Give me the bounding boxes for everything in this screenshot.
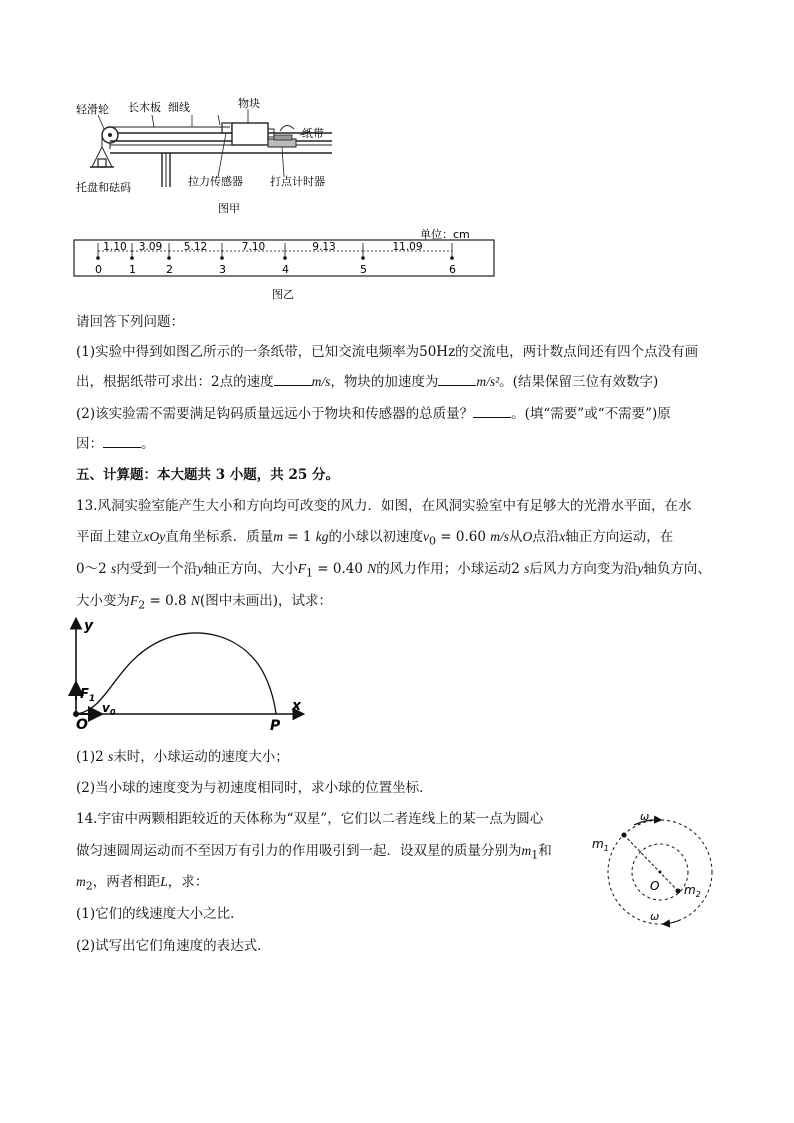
label-tray: 托盘和砝码 <box>76 181 131 194</box>
x-label: x <box>292 698 302 714</box>
center-label: O <box>650 879 660 893</box>
tape-distance-label: 5.12 <box>183 241 208 253</box>
p-label: P <box>270 718 281 734</box>
tape-unit: 单位：cm <box>420 228 470 241</box>
tape-point-label: 4 <box>282 263 289 276</box>
q13-sub1: (1)2 s末时，小球运动的速度大小； <box>76 749 289 765</box>
tape-distance-label: 3.09 <box>138 241 163 253</box>
tape-point-label: 5 <box>360 263 367 276</box>
m2-label: $m_2$ <box>684 883 701 899</box>
label-string: 细线 <box>168 101 190 114</box>
apparatus-figure <box>70 95 370 217</box>
tape-distance-label: 7.10 <box>241 241 266 253</box>
y-label: y <box>84 618 94 634</box>
v0-label: $v_0$ <box>102 701 116 717</box>
q13-line2: 平面上建立xOy直角坐标系．质量m = 1 kg的小球以初速度$v_0 = 0.60$ m/s从O点沿x轴正方向运动，在 <box>76 529 674 548</box>
q14-line2: 做匀速圆周运动而不至因万有引力的作用吸引到一起．设双星的质量分别为$m_1$和 <box>76 843 552 862</box>
origin-label: O <box>76 717 88 733</box>
answer-blank[interactable] <box>103 435 141 448</box>
q12-part1-line1: (1)实验中得到如图乙所示的一条纸带，已知交流电频率为50Hz的交流电，两计数点间还有四个点没有画 <box>76 344 699 360</box>
omega-label-top: ω <box>640 810 650 823</box>
q13-line3: 0～2 s内受到一个沿y轴正方向、大小$F_1 = 0.40$ N的风力作用；小球运动2 s后风力方向变为沿y轴负方向、 <box>76 561 711 580</box>
label-sensor: 拉力传感器 <box>188 175 243 188</box>
q14-sub1: (1)它们的线速度大小之比． <box>76 906 244 922</box>
q12-part1-line2: 出，根据纸带可求出：2点的速度 m/s，物块的加速度为 m/s²。(结果保留三位有效数字) <box>76 374 659 390</box>
force-sensor <box>222 123 232 133</box>
q12-part2-line1: (2)该实验需不需要满足钩码质量远远小于物块和传感器的总质量？ 。(填“需要”或“不需要”)原 <box>76 406 671 422</box>
label-block: 物块 <box>238 97 260 110</box>
star-m2 <box>676 889 681 894</box>
caption-jia: 图甲 <box>218 202 240 215</box>
tape-point-label: 2 <box>166 263 173 276</box>
q13-sub2: (2)当小球的速度变为与初速度相同时，求小球的位置坐标． <box>76 780 433 796</box>
omega-arrow-bottom <box>664 920 680 924</box>
answer-blank[interactable] <box>274 373 312 386</box>
q13-line1: 13.风洞实验室能产生大小和方向均可改变的风力．如图，在风洞实验室中有足够大的光滑水平面，在水 <box>76 498 692 514</box>
q12-prompt: 请回答下列问题： <box>76 314 184 330</box>
pulley <box>102 127 118 149</box>
label-board: 长木板 <box>128 101 161 114</box>
answer-blank[interactable] <box>473 405 511 418</box>
answer-blank[interactable] <box>438 373 476 386</box>
center-point <box>659 871 662 874</box>
binary-star-figure <box>588 808 738 930</box>
label-tape: 纸带 <box>302 127 324 140</box>
tape-distance-label: 11.09 <box>392 241 423 253</box>
q13-line4: 大小变为$F_2 = 0.8$ N(图中未画出)，试求： <box>76 593 332 612</box>
tape-point-label: 6 <box>449 263 456 276</box>
f1-label: $F_1$ <box>80 687 96 704</box>
m1-label: $m_1$ <box>592 837 609 853</box>
label-pulley: 轻滑轮 <box>76 103 109 116</box>
tape-point-label: 3 <box>219 263 226 276</box>
section-heading: 五、计算题：本大题共 3 小题，共 25 分。 <box>76 467 339 483</box>
block <box>232 123 268 145</box>
star-m1 <box>622 833 627 838</box>
trajectory-figure <box>68 614 314 736</box>
tray-and-weights <box>90 135 114 167</box>
tape-point-label: 0 <box>95 263 102 276</box>
caption-yi: 图乙 <box>272 288 294 301</box>
q14-line1: 14.宇宙中两颗相距较近的天体称为“双星”，它们以二者连线上的某一点为圆心 <box>76 811 544 827</box>
tape-distance-label: 1.10 <box>103 241 127 253</box>
q12-part2-line2: 因： 。 <box>76 436 155 452</box>
q14-line3: $m_2$，两者相距L，求： <box>76 874 209 893</box>
tape-figure <box>72 226 498 304</box>
omega-label-bottom: ω <box>650 910 660 923</box>
tape-distance-label: 9.13 <box>312 241 336 253</box>
tape-point-label: 1 <box>129 263 136 276</box>
label-timer: 打点计时器 <box>270 175 325 188</box>
q14-sub2: (2)试写出它们角速度的表达式． <box>76 938 271 954</box>
